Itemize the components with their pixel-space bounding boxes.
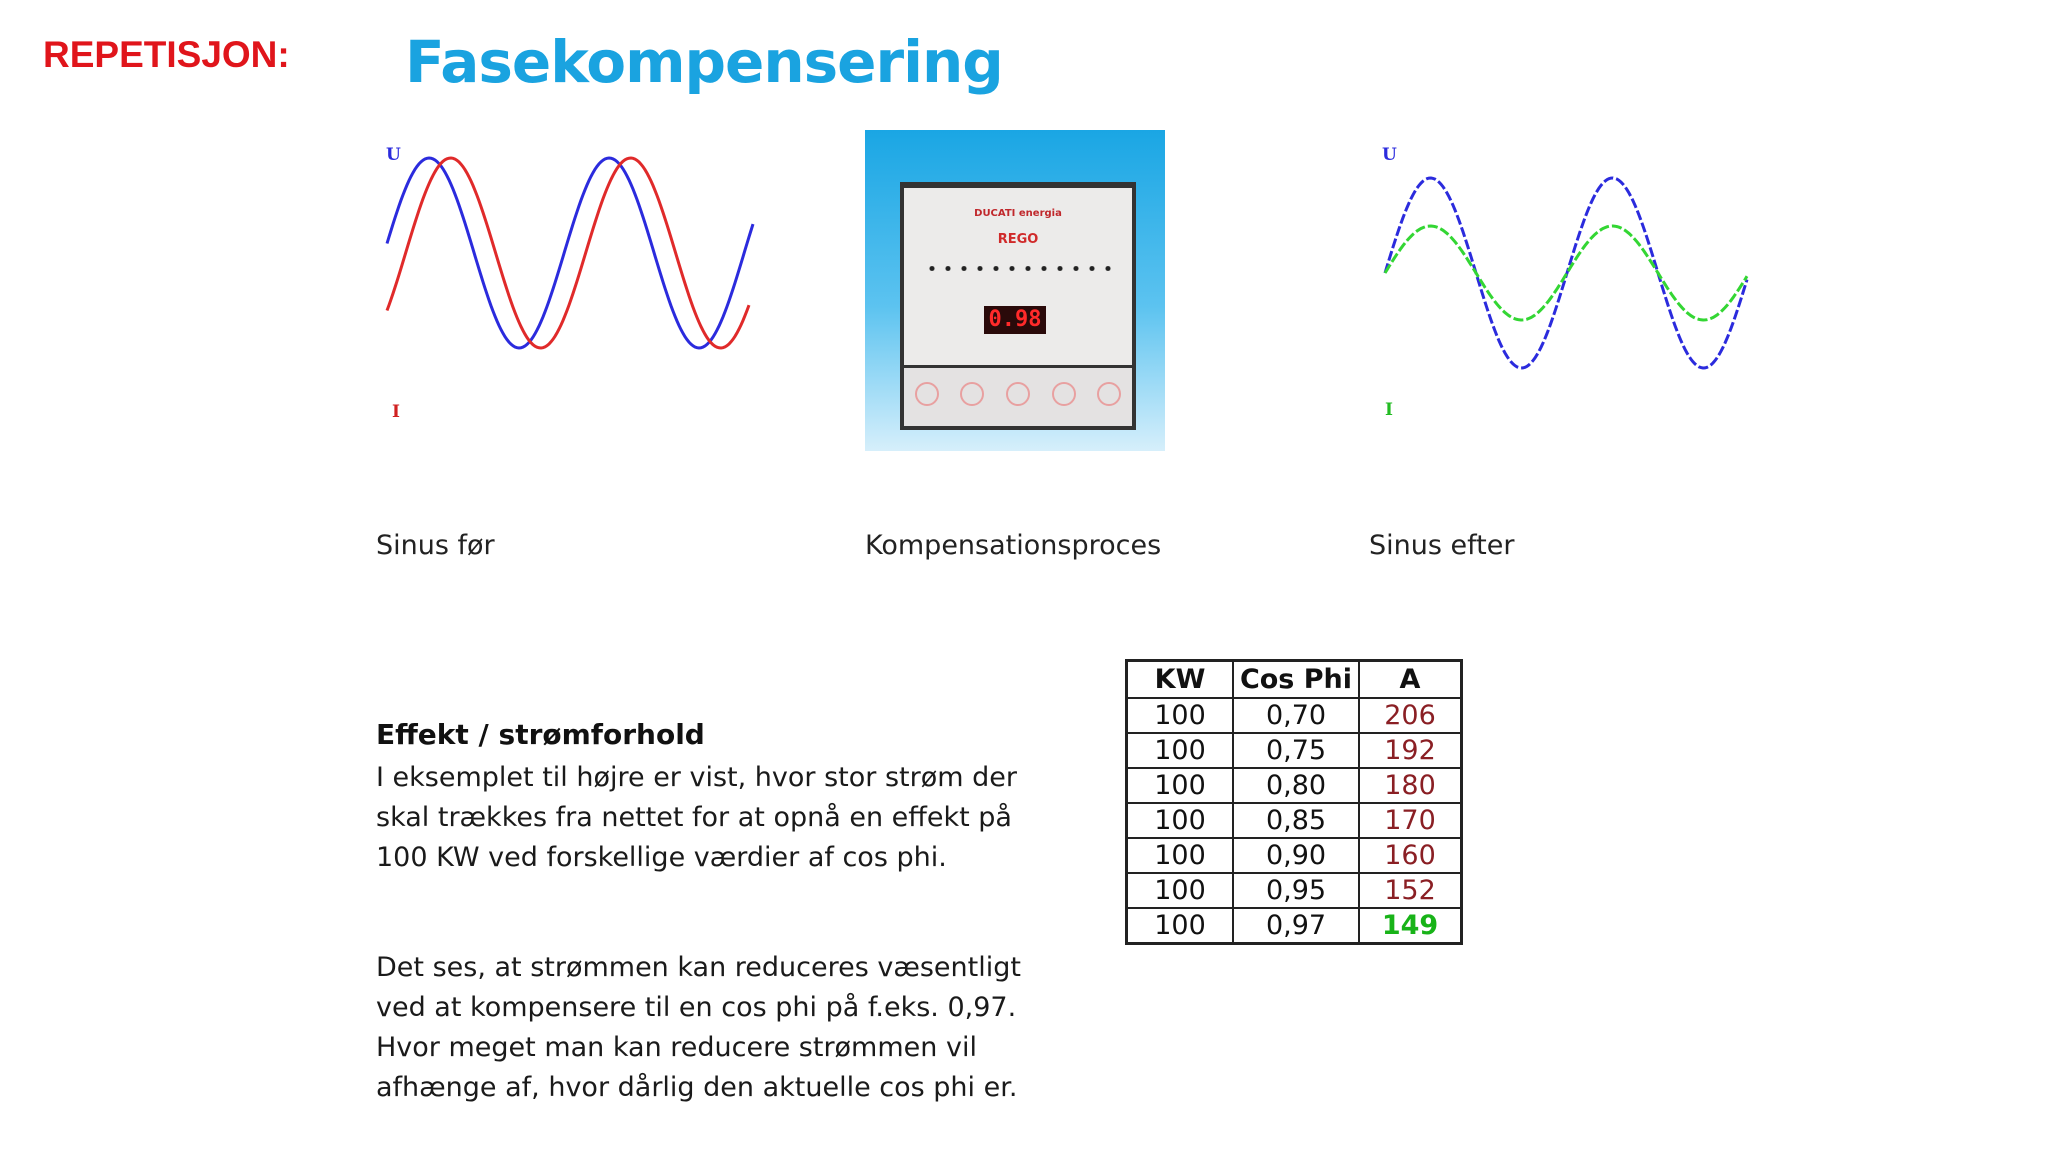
- cell-kw: 100: [1127, 908, 1234, 944]
- u-axis-label: U: [1382, 145, 1397, 165]
- cell-ampere: 180: [1359, 768, 1462, 803]
- i-axis-label: I: [392, 402, 400, 422]
- cell-cos-phi: 0,90: [1233, 838, 1359, 873]
- table-row: [1127, 733, 1462, 768]
- cell-cos-phi: 0,85: [1233, 803, 1359, 838]
- voltage-wave: [1385, 178, 1747, 368]
- section-heading: Effekt / strømforhold: [376, 718, 705, 751]
- cell-ampere: 192: [1359, 733, 1462, 768]
- u-axis-label: U: [386, 145, 401, 165]
- header-kw: KW: [1127, 661, 1234, 699]
- table-row: [1127, 908, 1462, 944]
- paragraph-2: Det ses, at strømmen kan reduceres væsentligt ved at kompensere til en cos phi på f.eks. 0,97. Hvor meget man kan reducere strømmen vil afhænge af, hvor dårlig den aktuelle cos phi er.: [376, 952, 1021, 1103]
- table-row: [1127, 803, 1462, 838]
- cell-cos-phi: 0,97: [1233, 908, 1359, 944]
- table-row: [1127, 873, 1462, 908]
- page-title: Fasekompensering: [405, 28, 1003, 96]
- current-table: [1125, 659, 1463, 945]
- cell-kw: 100: [1127, 768, 1234, 803]
- sine-after-figure: [1375, 135, 1765, 430]
- header-ampere: A: [1359, 661, 1462, 699]
- reactive-power-controller-image: [865, 130, 1165, 451]
- cell-cos-phi: 0,80: [1233, 768, 1359, 803]
- cell-kw: 100: [1127, 803, 1234, 838]
- cell-cos-phi: 0,95: [1233, 873, 1359, 908]
- cell-cos-phi: 0,70: [1233, 698, 1359, 733]
- cell-ampere: 170: [1359, 803, 1462, 838]
- repetition-label: REPETISJON:: [43, 34, 290, 75]
- cell-ampere: 160: [1359, 838, 1462, 873]
- paragraph-1: I eksemplet til højre er vist, hvor stor strøm der skal trækkes fra nettet for at opnå en effekt på 100 KW ved forskellige værdier af cos phi.: [376, 762, 1017, 873]
- cell-kw: 100: [1127, 873, 1234, 908]
- cell-ampere: 206: [1359, 698, 1462, 733]
- current-wave: [387, 158, 749, 348]
- caption-sinus-after: Sinus efter: [1369, 530, 1515, 561]
- table-row: [1127, 768, 1462, 803]
- device-brand: DUCATI energia: [974, 208, 1062, 219]
- cell-cos-phi: 0,75: [1233, 733, 1359, 768]
- device-model: REGO: [997, 232, 1039, 247]
- button-panel: [904, 365, 1132, 426]
- i-axis-label: I: [1385, 400, 1393, 420]
- device-display: 0.98: [984, 306, 1046, 334]
- led-row: [924, 266, 1112, 271]
- header-cos-phi: Cos Phi: [1233, 661, 1359, 699]
- caption-sinus-before: Sinus før: [376, 530, 495, 561]
- cell-ampere: 152: [1359, 873, 1462, 908]
- cell-kw: 100: [1127, 733, 1234, 768]
- cell-kw: 100: [1127, 698, 1234, 733]
- table-row: [1127, 838, 1462, 873]
- sine-before-figure: [370, 135, 760, 430]
- table-header-row: [1127, 661, 1462, 699]
- caption-compensation: Kompensationsproces: [865, 530, 1162, 561]
- cell-ampere: 149: [1359, 908, 1462, 944]
- cell-kw: 100: [1127, 838, 1234, 873]
- table-row: [1127, 698, 1462, 733]
